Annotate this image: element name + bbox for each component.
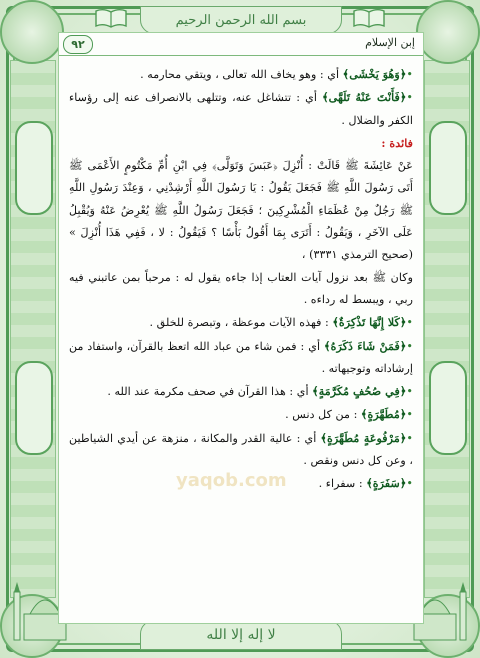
top-calligraphy-banner <box>140 6 342 34</box>
shahada-text: لا إله إلا الله <box>206 627 276 643</box>
open-book-icon <box>352 8 386 28</box>
content-panel <box>58 32 424 624</box>
tafsir-text: أي : وهو يخاف الله تعالى ، ويتقي محارمه . <box>140 68 343 81</box>
narration-text: وكان ﷺ بعد نزول آيات العتاب إذا جاءه يقول له : مرحباً بمن عاتبني فيه ربي ، ويبسط له رداءه . <box>69 270 413 306</box>
page-number: ٩٢ <box>63 35 93 54</box>
tafsir-text: أي : عالية القدر والمكانة ، منزهة عن أيدي الشياطين ، وعن كل دنس ونقص . <box>69 431 413 468</box>
right-ornament-band <box>424 60 470 598</box>
watermark-url: yaqob.com <box>176 470 287 491</box>
open-book-icon <box>94 8 128 28</box>
corner-ornament <box>0 0 64 64</box>
quran-verse: ﴿سَفَرَةٍ﴾ <box>366 476 407 491</box>
quran-verse: ﴿وَهُوَ يَخْشَى﴾ <box>342 67 407 81</box>
running-head: إبن الإسلام <box>365 36 415 49</box>
verse-line: •﴿فَأَنْتَ عَنْهُ تَلَهَّى﴾ أي : تتشاغل عنه، وتتلهى بالانصراف عنه إلى رؤساء الكفر والضلال . <box>69 90 413 127</box>
verse-line: •﴿مُطَهَّرَةٍ﴾ : من كل دنس . <box>285 407 413 422</box>
hadith-text: عَنْ عَائِشَةَ ﷺ قَالَتْ : أُنْزِلَ ﴿عَبَسَ وَتَوَلَّى﴾ فِي ابْنِ أُمِّ مَكْتُومٍ الأَعْمَى ﷺ أَتَى رَسُولَ اللَّهِ ﷺ فَجَعَلَ يَقُولُ : يَا رَسُولَ اللَّهِ أَرْشِدْنِي ، وَعِنْدَ رَسُولِ اللَّهِ ﷺ رَجُلٌ مِنْ عُظَمَاءِ الْمُشْرِكِينَ ؛ فَجَعَلَ رَسُولُ اللَّهِ ﷺ يُعْرِضُ عَنْهُ وَيُقْبِلُ عَلَى الآخَرِ ، وَيَقُولُ : أَتَرَى بِمَا أَقُولُ بَأْسًا ؟ فَيَقُولُ : لا ، فَفِي هَذَا أُنْزِلَ » (صحيح الترمذي ٣٣٣١) ، <box>69 159 413 262</box>
verse-line: •﴿فِي صُحُفٍ مُكَرَّمَةٍ﴾ أي : هذا القرآن في صحف مكرمة عند الله . <box>107 384 413 399</box>
calligraphy-medallion <box>15 361 53 455</box>
corner-ornament <box>416 0 480 64</box>
quran-verse: ﴿مُطَهَّرَةٍ﴾ <box>360 407 407 422</box>
tafsir-text: : فهذه الآيات موعظة ، وتبصرة للخلق . <box>149 316 333 330</box>
tafsir-text: : سفراء . <box>318 477 367 491</box>
left-ornament-band <box>10 60 56 598</box>
verse-line: •﴿سَفَرَةٍ﴾ : سفراء . <box>318 476 413 491</box>
verse-line: •﴿كَلا إِنَّهَا تَذْكِرَةٌ﴾ : فهذه الآيات موعظة ، وتبصرة للخلق . <box>149 315 413 330</box>
calligraphy-medallion <box>429 361 467 455</box>
page-header <box>59 33 423 56</box>
quran-verse: ﴿كَلا إِنَّهَا تَذْكِرَةٌ﴾ <box>332 315 407 330</box>
tafsir-text: : من كل دنس . <box>285 408 361 422</box>
quran-verse: ﴿مَرْفُوعَةٍ مُطَهَّرَةٍ﴾ <box>320 430 407 445</box>
verse-line: •﴿فَمَنْ شَاءَ ذَكَرَهُ﴾ أي : فمن شاء من عباد الله اتعظ بالقرآن، واستفاد من إرشاداته وتوجيهاته . <box>69 338 413 375</box>
quran-verse: ﴿فَأَنْتَ عَنْهُ تَلَهَّى﴾ <box>322 90 407 105</box>
tafsir-text: أي : هذا القرآن في صحف مكرمة عند الله . <box>107 385 313 399</box>
bottom-calligraphy-banner <box>140 620 342 650</box>
calligraphy-medallion <box>15 121 53 215</box>
verse-line: •﴿وَهُوَ يَخْشَى﴾ أي : وهو يخاف الله تعالى ، ويتقي محارمه . <box>140 67 413 81</box>
watermark-logo <box>118 392 358 462</box>
tafsir-text: أي : تتشاغل عنه، وتتلهى بالانصراف عنه إلى رؤساء الكفر والضلال . <box>69 91 413 127</box>
benefit-label: فائدة : <box>381 135 413 150</box>
quran-verse: ﴿فِي صُحُفٍ مُكَرَّمَةٍ﴾ <box>312 384 407 399</box>
basmala-text: بسم الله الرحمن الرحيم <box>175 12 307 28</box>
verse-line: •﴿مَرْفُوعَةٍ مُطَهَّرَةٍ﴾ أي : عالية القدر والمكانة ، منزهة عن أيدي الشياطين ، وعن كل دنس ونقص . <box>69 430 413 468</box>
quran-verse: ﴿فَمَنْ شَاءَ ذَكَرَهُ﴾ <box>324 338 407 353</box>
calligraphy-medallion <box>429 121 467 215</box>
tafsir-text: أي : فمن شاء من عباد الله اتعظ بالقرآن، واستفاد من إرشاداته وتوجيهاته . <box>69 339 413 375</box>
